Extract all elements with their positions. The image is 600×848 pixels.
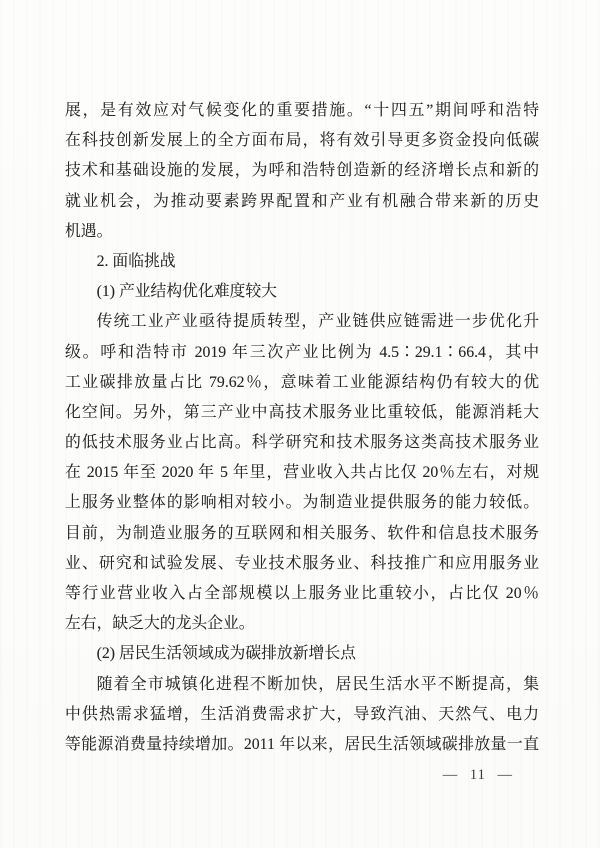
text-line: (2) 居民生活领域成为碳排放新增长点 bbox=[96, 645, 356, 663]
page-footer bbox=[65, 766, 539, 784]
text-line: 化空间。另外，第三产业中高技术服务业比重较低，能源消耗大 bbox=[65, 403, 539, 421]
text-line: 目前，为制造业服务的互联网和相关服务、软件和信息技术服务 bbox=[65, 524, 539, 542]
page-number: — 11 — bbox=[442, 767, 513, 784]
text-line: 随着全市城镇化进程不断加快，居民生活水平不断提高，集 bbox=[96, 675, 539, 693]
text-line: (1) 产业结构优化难度较大 bbox=[96, 283, 277, 301]
text-line: 上服务业整体的影响相对较小。为制造业提供服务的能力较低。 bbox=[65, 494, 539, 512]
text-line: 在科技创新发展上的全方面布局，将有效引导更多资金投向低碳 bbox=[65, 132, 539, 150]
text-line: 等行业营业收入占全部规模以上服务业比重较小，占比仅 20％ bbox=[65, 585, 539, 602]
text-line: 展，是有效应对气候变化的重要措施。“十四五”期间呼和浩特 bbox=[65, 102, 539, 119]
text-line: 业、研究和试验发展、专业技术服务业、科技推广和应用服务业 bbox=[65, 554, 539, 572]
text-line: 的低技术服务业占比高。科学研究和技术服务这类高技术服务业 bbox=[65, 434, 539, 452]
text-line: 就业机会，为推动要素跨界配置和产业有机融合带来新的历史 bbox=[65, 192, 539, 210]
text-line: 等能源消费量持续增加。2011 年以来，居民生活领域碳排放量一直 bbox=[65, 735, 539, 753]
text-line: 机遇。 bbox=[65, 222, 113, 240]
text-line: 传统工业产业亟待提质转型，产业链供应链需进一步优化升 bbox=[96, 313, 539, 331]
text-line: 左右，缺乏大的龙头企业。 bbox=[65, 615, 255, 633]
document-text-body bbox=[65, 96, 539, 760]
text-line: 工业碳排放量占比 79.62％，意味着工业能源结构仍有较大的优 bbox=[65, 373, 539, 391]
text-line: 级。呼和浩特市 2019 年三次产业比例为 4.5∶29.1∶66.4，其中 bbox=[65, 343, 539, 361]
text-line: 技术和基础设施的发展，为呼和浩特创造新的经济增长点和新的 bbox=[65, 162, 539, 180]
text-line: 在 2015 年至 2020 年 5 年里，营业收入共占比仅 20％左右，对规 bbox=[65, 464, 539, 482]
text-line: 2. 面临挑战 bbox=[96, 252, 176, 270]
text-line: 中供热需求猛增，生活消费需求扩大，导致汽油、天然气、电力 bbox=[65, 705, 539, 723]
